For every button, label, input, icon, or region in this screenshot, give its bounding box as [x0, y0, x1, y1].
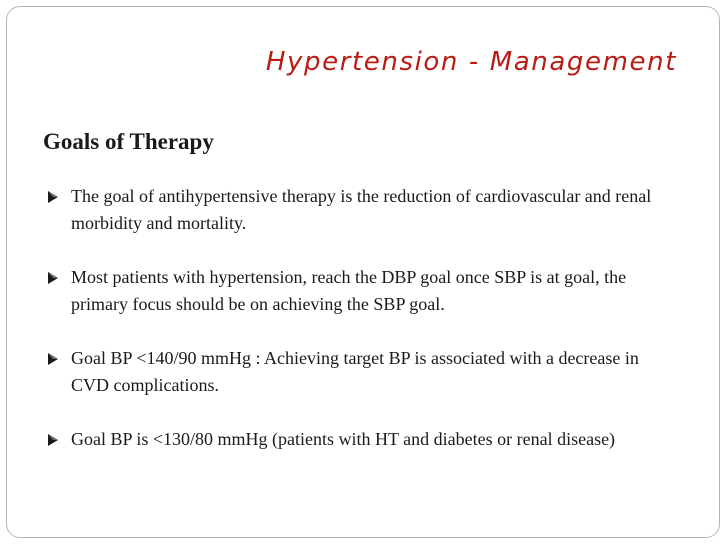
slide-title: Hypertension - Management: [265, 47, 677, 77]
bullet-text: Most patients with hypertension, reach the DBP goal once SBP is at goal, the primary focus should be on achieving the SBP goal.: [71, 267, 627, 314]
slide-frame: [6, 6, 720, 538]
arrow-bullet-icon: [47, 352, 59, 366]
bullet-text: Goal BP <140/90 mmHg : Achieving target BP is associated with a decrease in CVD complications.: [71, 348, 639, 395]
bullet-text: Goal BP is <130/80 mmHg (patients with HT and diabetes or renal disease): [71, 429, 616, 449]
bullet-item: [45, 183, 675, 237]
section-heading: Goals of Therapy: [43, 129, 214, 154]
arrow-bullet-icon: [47, 433, 59, 447]
arrow-bullet-icon: [47, 190, 59, 204]
arrow-bullet-icon: [47, 271, 59, 285]
bullet-item: [45, 264, 675, 318]
bullet-list: [45, 183, 675, 480]
bullet-text: The goal of antihypertensive therapy is the reduction of cardiovascular and renal morbidity and mortality.: [71, 186, 652, 233]
bullet-item: [45, 345, 675, 399]
bullet-item: [45, 426, 675, 453]
